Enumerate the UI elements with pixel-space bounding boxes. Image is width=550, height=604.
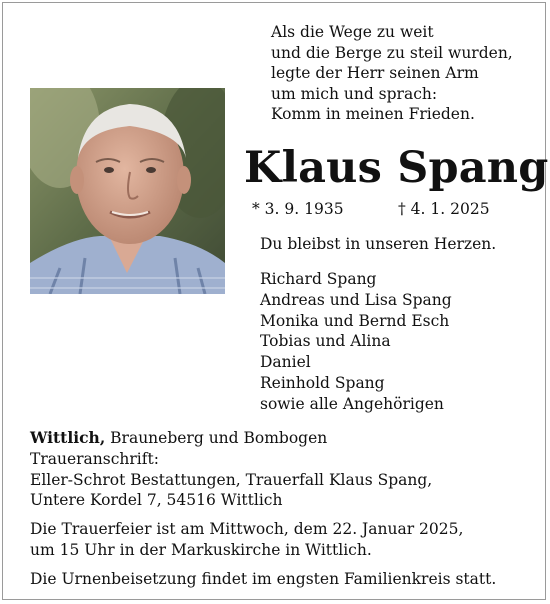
mourner: Tobias und Alina xyxy=(260,332,391,351)
address-label: Traueranschrift: xyxy=(30,449,159,468)
mourner: Richard Spang xyxy=(260,270,377,288)
poem-line: um mich und sprach: xyxy=(271,84,438,103)
ceremony-info xyxy=(30,519,463,561)
ceremony-line: Die Trauerfeier ist am Mittwoch, dem 22. Januar 2025, xyxy=(30,520,464,538)
birth-date: * 3. 9. 1935 xyxy=(252,200,344,218)
mourner: Daniel xyxy=(260,353,311,372)
place-line xyxy=(30,428,432,449)
address-line: Eller-Schrot Bestattungen, Trauerfall Klaus Spang, xyxy=(30,470,433,489)
remembrance-line: Du bleibst in unseren Herzen. xyxy=(260,235,497,253)
deceased-name: Klaus Spang xyxy=(244,143,549,193)
death-date: † 4. 1. 2025 xyxy=(398,200,490,218)
city-name: Wittlich, xyxy=(30,428,106,447)
burial-info: Die Urnenbeisetzung findet im engsten Familienkreis statt. xyxy=(30,570,497,588)
poem-line: und die Berge zu steil wurden, xyxy=(271,43,513,62)
mourner: Andreas und Lisa Spang xyxy=(260,290,452,309)
mourners-list xyxy=(260,269,452,415)
address-line: Untere Kordel 7, 54516 Wittlich xyxy=(30,491,283,510)
location-block xyxy=(30,428,432,511)
poem-line: Komm in meinen Frieden. xyxy=(271,105,475,123)
mourner: Monika und Bernd Esch xyxy=(260,311,450,330)
ceremony-line: um 15 Uhr in der Markuskirche in Wittlich. xyxy=(30,541,372,559)
place-names: Brauneberg und Bombogen xyxy=(105,429,328,447)
portrait-photo xyxy=(30,88,225,294)
poem xyxy=(271,22,513,125)
mourner: sowie alle Angehörigen xyxy=(260,394,444,413)
mourner: Reinhold Spang xyxy=(260,373,385,392)
poem-line: legte der Herr seinen Arm xyxy=(271,64,479,82)
poem-line: Als die Wege zu weit xyxy=(271,23,434,41)
